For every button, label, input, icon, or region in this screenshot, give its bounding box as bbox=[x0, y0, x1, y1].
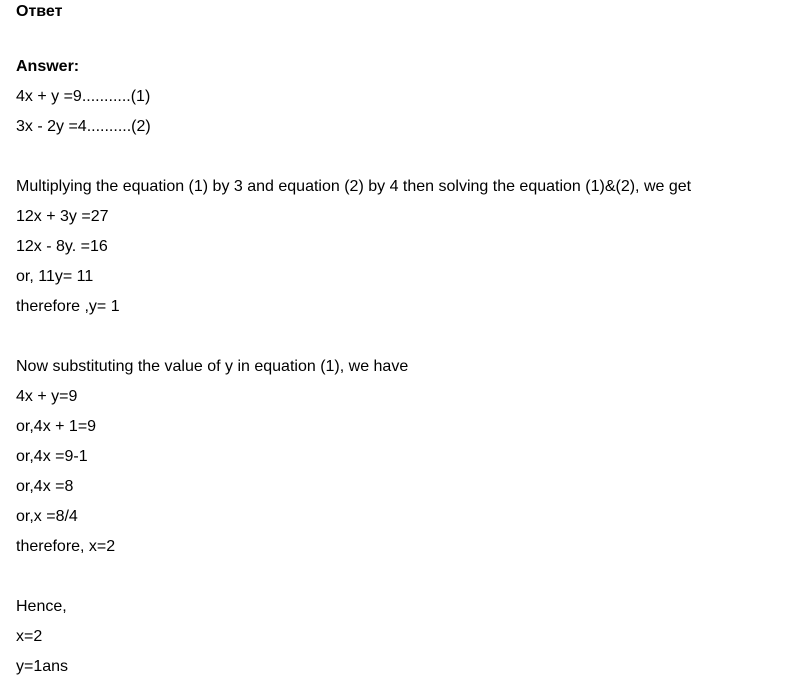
conclusion-label: Hence, bbox=[16, 598, 67, 615]
blank-line bbox=[16, 562, 784, 592]
answer-label: Answer: bbox=[16, 58, 80, 75]
scaled-equation-1: 12x + 3y =27 bbox=[16, 208, 109, 225]
substitution-step-4: or,x =8/4 bbox=[16, 508, 78, 525]
final-y: y=1ans bbox=[16, 658, 69, 675]
blank-line bbox=[16, 322, 784, 352]
final-x: x=2 bbox=[16, 628, 43, 645]
substitution-step-2: or,4x =9-1 bbox=[16, 448, 88, 465]
substitution-step-3: or,4x =8 bbox=[16, 478, 74, 495]
answer-content bbox=[16, 52, 784, 682]
equation-2: 3x - 2y =4..........(2) bbox=[16, 118, 151, 135]
answer-heading: Ответ bbox=[16, 3, 63, 20]
substitution-step-1: or,4x + 1=9 bbox=[16, 418, 97, 435]
substitution-explanation: Now substituting the value of y in equation (1), we have bbox=[16, 358, 409, 375]
blank-line bbox=[16, 142, 784, 172]
subtraction-result: or, 11y= 11 bbox=[16, 268, 94, 285]
x-result: therefore, x=2 bbox=[16, 538, 116, 555]
scaled-equation-2: 12x - 8y. =16 bbox=[16, 238, 108, 255]
multiplying-explanation: Multiplying the equation (1) by 3 and equation (2) by 4 then solving the equation (1)&(2), we get bbox=[16, 178, 692, 195]
substitution-equation: 4x + y=9 bbox=[16, 388, 78, 405]
equation-1: 4x + y =9...........(1) bbox=[16, 88, 151, 105]
y-result: therefore ,y= 1 bbox=[16, 298, 120, 315]
